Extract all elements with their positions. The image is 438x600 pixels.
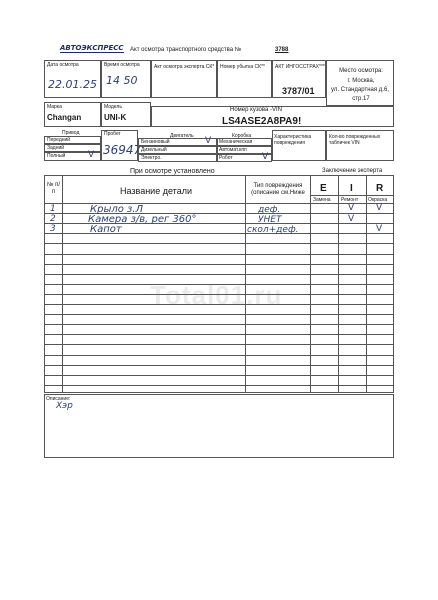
engine-petrol: Бензиновый [141, 139, 170, 145]
table-row-line [44, 365, 394, 366]
place-value-2: ул. Стандартная д.6, [331, 87, 389, 93]
robot-check: V [262, 152, 269, 162]
col-e-header: E [320, 183, 327, 194]
company-logo: АВТОЭКСПРЕСС [60, 44, 124, 52]
table-row-line [44, 375, 394, 376]
table-row-line [44, 254, 394, 255]
place-label: Место осмотра: [339, 68, 383, 74]
place-value-1: г. Москва, [347, 78, 375, 84]
table-row-line [44, 274, 394, 275]
col-name-header: Название детали [120, 186, 192, 196]
time-value: 14 50 [106, 74, 138, 87]
mileage-label: Пробег [104, 131, 121, 137]
gearbox-robot: Робот [219, 155, 233, 161]
col-i-sub: Ремонт [341, 197, 359, 203]
row-3-name: Капот [90, 224, 122, 235]
date-value: 22.01.25 [48, 78, 97, 91]
loss-label: Номер убытка СК** [220, 64, 265, 70]
col-r-header: R [376, 183, 384, 194]
drive-front: Передний [47, 137, 71, 143]
row-1-name: Крыло з.Л [90, 204, 144, 215]
row-1-num: 1 [50, 204, 56, 214]
row-2-num: 2 [50, 214, 56, 224]
table-row-line [44, 355, 394, 356]
act-title: Акт осмотра транспортного средства № [130, 47, 242, 53]
row-1-check-r: V [376, 203, 383, 213]
date-label: Дата осмотра [47, 62, 79, 68]
gearbox-auto: Автомат.кпп [219, 147, 247, 153]
col-num-header: № п/п [46, 182, 61, 195]
description-box [44, 394, 394, 458]
table-row-line [44, 264, 394, 265]
vin-value: LS4ASE2A8PA9! [222, 116, 302, 127]
row-1-type: деф. [258, 205, 281, 215]
drive-full-check: V [88, 150, 95, 160]
row-2-check-i: V [348, 214, 355, 224]
place-value-3: стр.17 [352, 96, 370, 102]
act-number: 3788 [275, 47, 289, 53]
vin-tables-label: Кол-во поврежденных табличек VIN [329, 134, 381, 146]
table-row-line [44, 344, 394, 345]
petrol-check: V [205, 136, 212, 146]
watermark: Total01.ru [150, 280, 283, 310]
table-row-line [44, 385, 394, 386]
expert-label: Акт осмотра эксперта СК* [154, 64, 215, 70]
row-1-check-i: V [348, 203, 355, 213]
inspection-title: При осмотре установлено [130, 168, 215, 175]
row-3-num: 3 [50, 224, 56, 234]
model-label: Модель [104, 104, 122, 110]
row-3-type: скол+деф. [247, 225, 299, 235]
mileage-value: 36947 [103, 143, 142, 157]
table-row-line [44, 243, 394, 244]
description-value: Хэр [56, 401, 73, 411]
vin-label: Номер кузова -VIN [230, 107, 282, 113]
time-label: Время осмотра [104, 62, 140, 68]
drive-full: Полный [47, 153, 66, 159]
col-i-header: I [350, 183, 353, 194]
ingos-label: АКТ ИНГОССТРАХ*** [275, 64, 325, 70]
row-2-name: Камера з/в, рег 360° [88, 214, 197, 225]
col-r-sub: Окраска [368, 197, 388, 203]
drive-title: Привод [62, 130, 80, 136]
description-label: Описание: [46, 396, 71, 402]
ingos-value: 3787/01 [282, 86, 315, 96]
row-2-type: УНЕТ [258, 215, 282, 225]
engine-diesel: Дизельный [141, 147, 167, 153]
damage-char-label: Характеристика повреждения [274, 134, 312, 146]
brand-label: Марка [47, 104, 62, 110]
brand-value: Changan [47, 113, 82, 122]
engine-electric: Электро. [141, 155, 162, 161]
gearbox-title: Коробка [232, 133, 252, 139]
gearbox-mech: Механическая [219, 139, 253, 145]
table-row-line [44, 314, 394, 315]
col-type-header: Тип повреждения (описание см.Ниже [251, 183, 305, 196]
table-row-line [44, 334, 394, 335]
model-value: UNI-K [104, 113, 127, 122]
conclusion-label: Заключение эксперта [322, 168, 383, 174]
col-e-sub: Замена [313, 197, 331, 203]
engine-title: Двигатель [170, 133, 194, 139]
drive-rear: Задний [47, 145, 65, 151]
row-3-check-r: V [376, 224, 383, 234]
table-row-line [44, 324, 394, 325]
